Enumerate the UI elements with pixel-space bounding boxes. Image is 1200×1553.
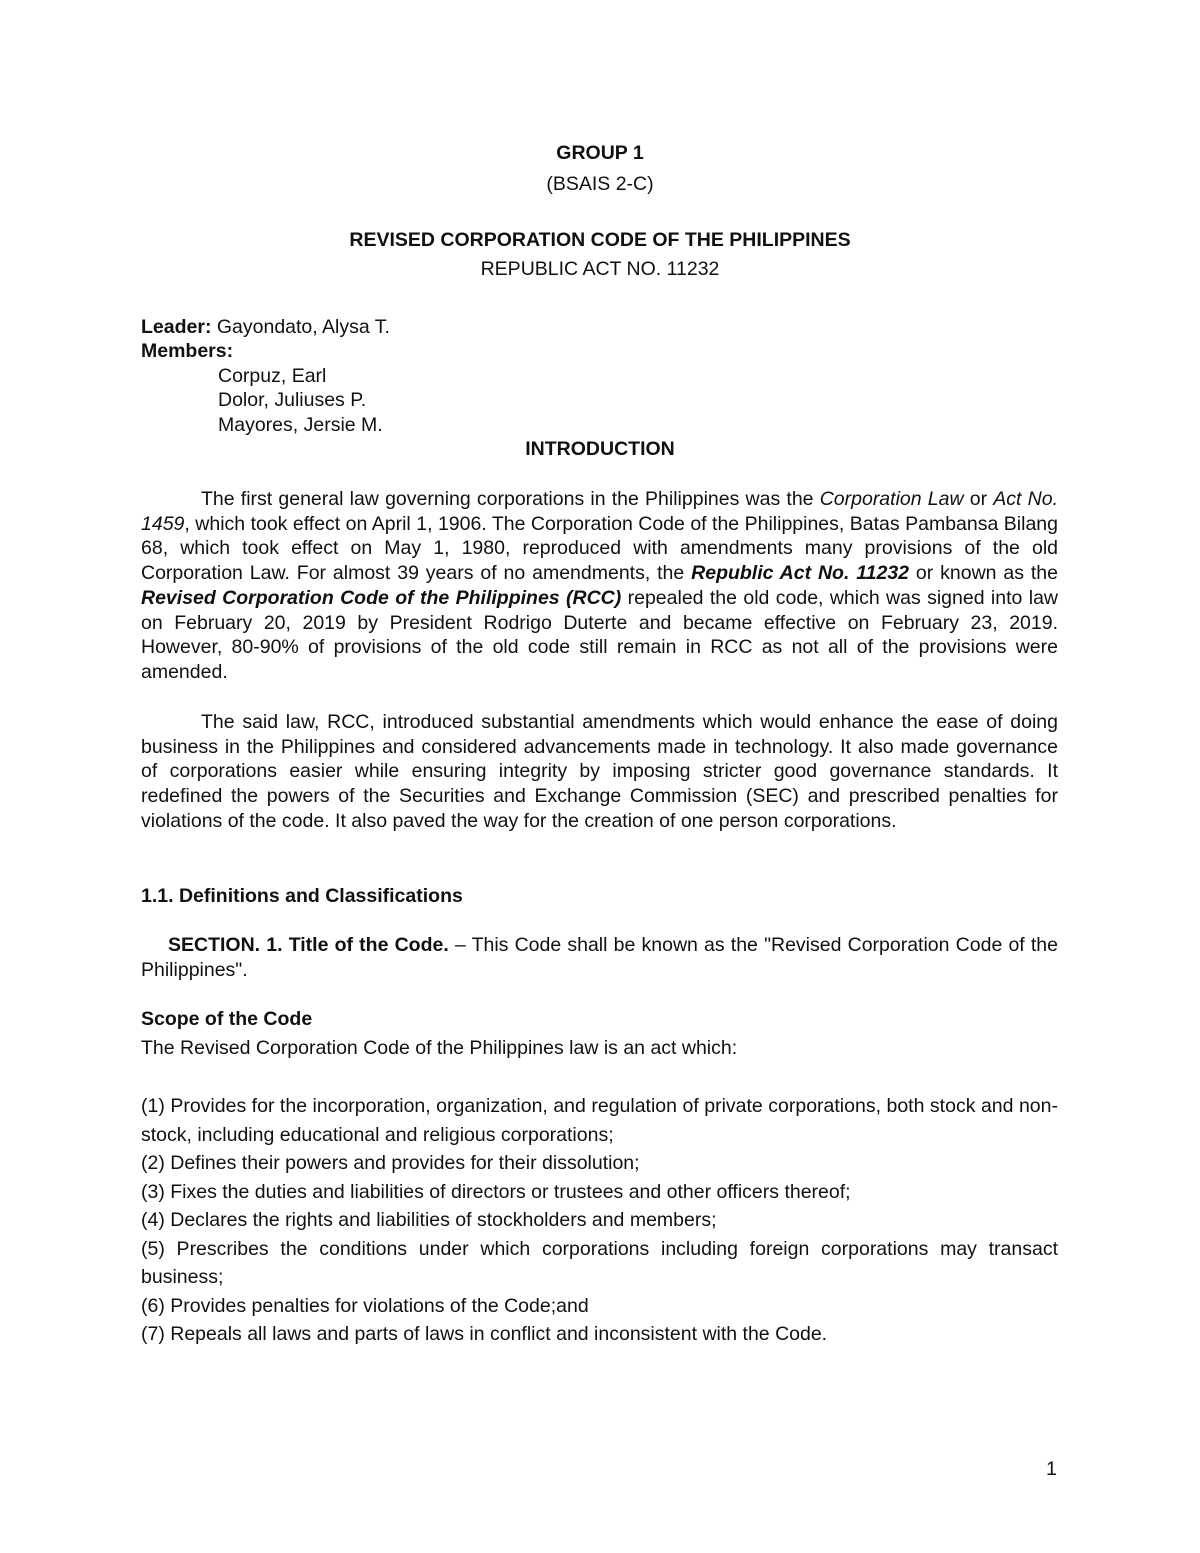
definitions-heading: 1.1. Definitions and Classifications [141, 885, 463, 907]
list-item: (7) Repeals all laws and parts of laws in conflict and inconsistent with the Code. [141, 1323, 828, 1345]
leader-line [141, 315, 390, 340]
intro-paragraph-1: The first general law governing corporations in the Philippines was the Corporation Law or Act No. 1459, which took effect on April 1, 1906. The Corporation Code of the Philippines, Batas Pambansa Bilang 68, which took effect on May 1, 1980, reproduced with amendments many provisions of the old Corporation Law. For almost 39 years of no amendments, the Republic Act No. 11232 or known as the Revised Corporation Code of the Philippines (RCC) repealed the old code, which was signed into law on February 20, 2019 by President Rodrigo Duterte and became effective on February 23, 2019. However, 80-90% of provisions of the old code still remain in RCC as not all of the provisions were amended. [141, 488, 1058, 683]
member-name: Mayores, Jersie M. [218, 414, 383, 436]
class-section: (BSAIS 2-C) [546, 173, 654, 195]
leader-name: Gayondato, Alysa T. [211, 316, 390, 338]
scope-list [141, 1092, 1058, 1349]
list-item: (1) Provides for the incorporation, organization, and regulation of private corporations, both stock and non-stock, including educational and religious corporations; [141, 1095, 1058, 1146]
scope-heading: Scope of the Code [141, 1008, 313, 1030]
leader-label: Leader: [141, 316, 212, 338]
section-1-label: SECTION. 1. Title of the Code. [168, 934, 449, 956]
list-item: (6) Provides penalties for violations of the Code;and [141, 1294, 589, 1317]
intro-paragraph-2: The said law, RCC, introduced substantial amendments which would enhance the ease of doing business in the Philippines and considered advancements made in technology. It also made governance of corporations easier while ensuring integrity by imposing stricter good governance standards. It redefined the powers of the Securities and Exchange Commission (SEC) and prescribed penalties for violations of the code. It also paved the way for the creation of one person corporations. [141, 711, 1058, 832]
list-item: (5) Prescribes the conditions under which corporations including foreign corporations may transact business; [141, 1237, 1058, 1288]
document-subtitle: REPUBLIC ACT NO. 11232 [480, 258, 720, 280]
document-title: REVISED CORPORATION CODE OF THE PHILIPPINES [349, 229, 851, 251]
scope-intro: The Revised Corporation Code of the Philippines law is an act which: [141, 1037, 738, 1059]
group-title: GROUP 1 [556, 142, 644, 164]
member-name: Corpuz, Earl [218, 365, 327, 387]
member-name: Dolor, Juliuses P. [218, 389, 367, 411]
list-item: (3) Fixes the duties and liabilities of directors or trustees and other officers thereof; [141, 1180, 851, 1203]
section-1-paragraph: SECTION. 1. Title of the Code. – This Code shall be known as the "Revised Corporation Code of the Philippines". [141, 934, 1058, 981]
page-number: 1 [1046, 1458, 1057, 1480]
list-item: (4) Declares the rights and liabilities of stockholders and members; [141, 1209, 717, 1231]
introduction-heading: INTRODUCTION [525, 438, 675, 460]
list-item: (2) Defines their powers and provides for their dissolution; [141, 1152, 640, 1174]
members-label: Members: [141, 340, 234, 362]
